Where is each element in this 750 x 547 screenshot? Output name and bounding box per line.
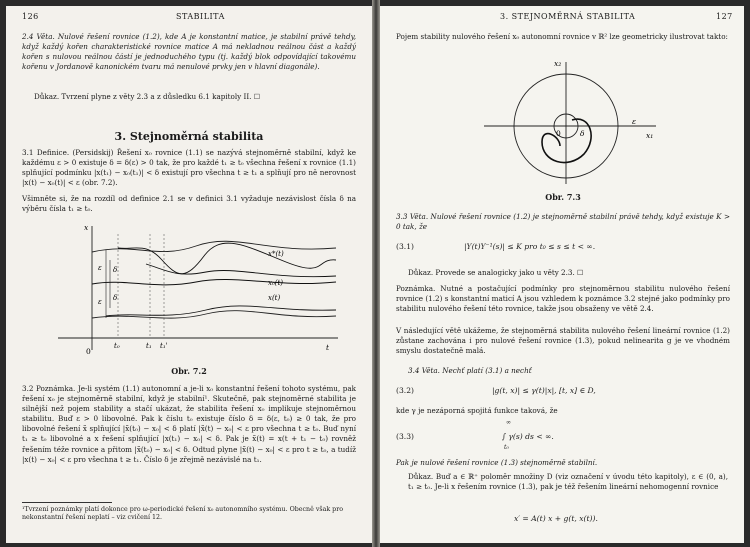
intro-text: Pojem stability nulového řešení x₀ autonomní rovnice v ℝ² lze geometricky ilustrovat takto:: [396, 32, 728, 41]
theorem-3-3: 3.3 Věta. Nulové řešení rovnice (1.2) je stejnoměrně stabilní právě tehdy, když existuje K > 0 tak, že: [396, 212, 730, 232]
origin-label: 0: [556, 129, 561, 138]
eq-3-1: |Y(t)Y⁻¹(s)| ≤ K pro t₀ ≤ s ≤ t < ∞.: [464, 242, 596, 251]
section-title: 3. Stejnoměrná stabilita: [114, 130, 264, 143]
eq-3-1-number: (3.1): [396, 242, 415, 251]
delta-label: δ: [580, 129, 585, 138]
proof-3-3: Důkaz. Provede se analogicky jako u věty 2.3. ☐: [408, 268, 584, 277]
origin-label: 0: [86, 347, 91, 356]
label-delta-2: δ: [113, 294, 118, 302]
book-gutter: [372, 0, 380, 547]
eps-label: ε: [632, 117, 637, 126]
figure-7-2: [46, 220, 346, 360]
label-eps-1: ε: [98, 264, 102, 272]
label-x0: x₀(t): [268, 279, 284, 287]
tick-t0: t₀: [114, 342, 120, 350]
next-paragraph: V následující větě ukážeme, že stejnoměrná stabilita nulového řešení lineární rovnice (1.2) zůstane zachována i pro nulové řešení rovnice (1.3), pokud nelinearita g je ve vhodném smyslu dostatečně malá.: [396, 326, 730, 356]
x1-axis-label: x₁: [646, 131, 654, 140]
eq-3-3: ∫ γ(s) ds < ∞.: [502, 432, 554, 441]
running-head: 3. STEJNOMĚRNÁ STABILITA: [500, 12, 636, 21]
eq-3-2-number: (3.2): [396, 386, 415, 395]
footnote-rule: [22, 502, 112, 503]
figure-7-3: [480, 54, 660, 190]
running-head: STABILITA: [176, 12, 225, 21]
label-x-star: x*(t): [268, 250, 284, 258]
x2-axis-label: x₂: [554, 59, 562, 68]
label-eps-2: ε: [98, 298, 102, 306]
footnote: ¹Tvrzení poznámky platí dokonce pro ω-periodické řešení x₀ autonomního systému. Obecně však pro nekonstantní řešení neplatí – viz cvičení 12.: [22, 506, 344, 522]
x-axis-label: x: [84, 223, 89, 232]
remark-3-2: 3.2 Poznámka. Je-li systém (1.1) autonomní a je-li x₀ konstantní řešení tohoto systému, pak řešení x₀ je stejnoměrně stabilní, když je stabilní¹. Skutečně, pak stejnoměrné stabilita je silnější než pojem stability a stačí ukázat, že stabilita řešení x₀ implikuje stejnoměrnou stabilitu. Buď ε > 0 libovolné. Pak k číslu t₀ existuje číslo δ = δ(ε, t₀) ≥ 0 tak, že pro libovolné řešení x̃ splňující |x̃(t₀) − x₀| < δ platí |x̃(t) − x₀| < ε pro všechna t ≥ t₀. Buď nyní t₁ ≥ t₀ libovolné a x řešení splňující |x(t₁) − x₀| < δ. Pak je x̃(t) = x(t + t₁ − t₀) rovněž řešením téže rovnice a přitom |x̃(t₀) − x₀| < δ. Odtud plyne |x̃(t) − x₀| < ε pro t ≥ t₀, a tudíž |x(t) − x₀| < ε pro všechna t ≥ t₁. Číslo δ je zřejmě nezávislé na t₁.: [22, 384, 356, 464]
x-solution-curve: [146, 264, 336, 277]
page-number: 127: [716, 12, 733, 21]
eq-3-2: |g(t, x)| ≤ γ(t)|x|, [t, x] ∈ D,: [492, 386, 596, 395]
left-page: [6, 6, 372, 543]
figure-7-2-caption: Obr. 7.2: [171, 366, 207, 376]
t-axis-label: t: [326, 343, 330, 352]
page-number: 126: [22, 12, 39, 21]
eq-3-3-upper-limit: ∞: [506, 419, 511, 426]
conclusion: Pak je nulové řešení rovnice (1.3) stejnoměrně stabilní.: [396, 458, 598, 467]
note-text: Všimněte si, že na rozdíl od definice 2.1 se v definici 3.1 vyžaduje nezávislost čísla δ na výběru čísla t₁ ≥ t₀.: [22, 194, 356, 214]
tick-t1prime: t₁': [160, 342, 168, 350]
proof-3-4: Důkaz. Buď a ∈ ℝ⁺ poloměr množiny D (viz označení v úvodu této kapitoly), ε ∈ (0, a), t₁ ≥ t₀. Je-li x řešením rovnice (1.3), pak je též řešením lineární nehomogenní rovnice: [408, 472, 728, 492]
eq-last: x′ = A(t) x + g(t, x(t)).: [514, 514, 598, 523]
definition-3-1: 3.1 Definice. (Persidskij) Řešení x₀ rovnice (1.1) se nazývá stejnoměrně stabilní, když ke každému ε > 0 existuje δ = δ(ε) > 0 tak, že pro každé t₁ ≥ t₀ všechna řešení x rovnice (1.1) splňující podmínku |x(t₁) − x₀(t₁)| < δ existují pro všechna t ≥ t₁ a splňují pro ně nerovnost |x(t) − x₀(t)| < ε (obr. 7.2).: [22, 148, 356, 188]
lower-eps-tube: [92, 311, 336, 318]
remark-text: Poznámka. Nutné a postačující podmínky pro stejnoměrnou stabilitu nulového řešení rovnice (1.2) s konstantní maticí A jsou vzhledem k poznámce 3.2 stejné jako podmínky pro stabilitu nulového řešení této rovnice, takže jsou obsaženy ve větě 2.4.: [396, 284, 730, 314]
label-x: x(t): [268, 294, 281, 302]
figure-7-3-caption: Obr. 7.3: [545, 192, 581, 202]
eq-3-3-number: (3.3): [396, 432, 415, 441]
x-star-curve: [118, 243, 336, 274]
right-page: [380, 6, 744, 543]
theorem-3-4: 3.4 Věta. Nechť platí (3.1) a nechť: [408, 366, 532, 375]
gamma-text: kde γ je nezáporná spojitá funkce taková, že: [396, 406, 558, 415]
label-delta-1: δ: [113, 266, 118, 274]
eq-3-3-lower-limit: t₀: [504, 444, 509, 451]
proof-2-4: Důkaz. Tvrzení plyne z věty 2.3 a z důsledku 6.1 kapitoly II. ☐: [34, 92, 261, 101]
x0-curve: [92, 279, 336, 284]
theorem-2-4: 2.4 Věta. Nulové řešení rovnice (1.2), kde A je konstantní matice, je stabilní právě tehdy, když každý kořen charakteristické rovnice matice A má nekladnou reálnou část a každý kořen s nulovou reálnou částí je jednoduchého typu (tj. každý blok odpovídající takovému kořenu v Jordanově kanonickém tvaru má nenulové prvky jen v hlavní diagonále).: [22, 32, 356, 72]
tick-t1: t₁: [146, 342, 152, 350]
